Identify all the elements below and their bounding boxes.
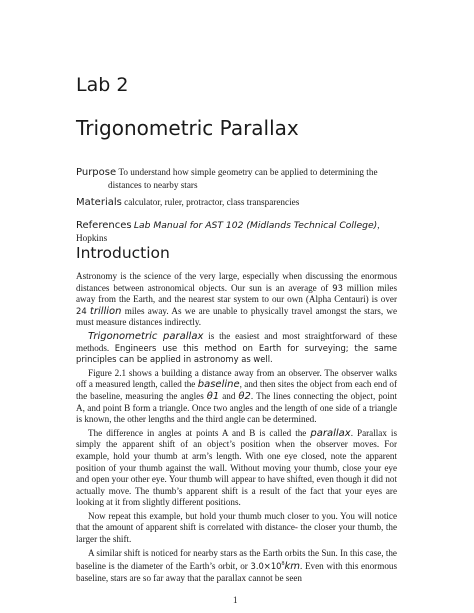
paragraph-3 <box>76 368 397 426</box>
p6-exponent: 8 <box>281 561 285 568</box>
paragraph-2 <box>76 331 397 366</box>
introduction-heading: Introduction <box>76 244 170 262</box>
p3-text-b: , and then sites the object from each end of the baseline, measuring the angles <box>76 379 398 401</box>
purpose-label: Purpose <box>76 167 117 178</box>
lab-number: Lab 2 <box>76 74 129 96</box>
paragraph-5: Now repeat this example, but hold your thumb much closer to you. You will notice that the amount of apparent shift is correlated with distance- the closer your thumb, the larger the shift. <box>76 510 397 545</box>
purpose-section <box>76 166 396 192</box>
p3-text-a: Figure 2.1 shows a building a distance away from an observer. The observer walks off a measured length, called the <box>76 367 397 390</box>
references-section <box>76 219 396 245</box>
p4-text-a: The difference in angles at points A and B is called the <box>88 427 311 438</box>
references-label: References <box>76 220 132 231</box>
p1-text-f: miles away. As we are unable to physically travel amongst the stars, we must measure distances indirectly. <box>76 305 398 328</box>
paragraph-4 <box>76 428 397 509</box>
p1-text-c: million miles away from the Earth, and the nearest star system to our own (Alpha Centauri) is over <box>76 282 397 305</box>
p3-text-c: . The lines connecting the object, point A, and point B form a triangle. Once two angles and the length of one side of a triangle is known, the other lengths and the third angle can be determined. <box>76 390 397 425</box>
p2-text-a: is the easiest and most straightforward of these methods. <box>76 330 397 353</box>
materials-label: Materials <box>76 197 122 208</box>
paragraph-1 <box>76 271 397 329</box>
purpose-text-line1: To understand how simple geometry can be applied to determining the <box>118 167 378 177</box>
p6-unit: km <box>284 561 301 573</box>
materials-text: calculator, ruler, protractor, class transparencies <box>124 197 300 207</box>
p1-text-a: Astronomy is the science of the very large, especially when discussing the enormous distances between astronomical objects. Our sun is an average of <box>76 271 397 293</box>
p6-text-a: A similar shift is noticed for nearby stars as the Earth orbits the Sun. In this case, the baseline is the diameter of the Earth’s orbit, or <box>76 547 397 572</box>
references-italic: Lab Manual for AST 102 (Midlands Technical College) <box>133 220 378 231</box>
p4-term-parallax: parallax <box>310 427 351 439</box>
lab-title: Trigonometric Parallax <box>76 116 299 140</box>
p3-term-baseline: baseline <box>197 379 240 391</box>
p3-theta2: θ2 <box>238 390 251 402</box>
references-rest: , Hopkins <box>76 220 380 243</box>
p6-text-b: . Even with this enormous baseline, stars are so far away that the parallax cannot be seen <box>76 561 397 583</box>
p1-number-93: 93 <box>332 282 343 293</box>
p4-text-b: . Parallax is simply the apparent shift of an object’s position when the observer moves. For example, hold your thumb at arm’s length. With one eye closed, note the apparent position of your thumb against the wall. Without moving your thumb, close your eye and open your other eye. Your thumb will appear to have shifted, even though it did not actually move. The thumb’s apparent shift is a result of the fact that your eyes are looking at it from slightly different positions. <box>76 427 398 508</box>
p2-term: Trigonometric parallax <box>88 330 204 342</box>
purpose-text-line2: distances to nearby stars <box>108 180 198 190</box>
page-number: 1 <box>233 595 238 605</box>
p6-value: 3.0×10 <box>250 561 282 572</box>
p3-and: and <box>219 390 239 401</box>
p1-number-24: 24 <box>76 305 87 316</box>
p2-text-b: Engineers use this method on Earth for surveying; the same principles can be applied in astronomy as well. <box>76 342 398 365</box>
paragraph-6 <box>76 548 397 585</box>
p3-theta1: θ1 <box>206 390 220 402</box>
materials-section <box>76 196 396 209</box>
introduction-body <box>76 271 397 586</box>
p1-trillion: trillion <box>89 305 122 317</box>
